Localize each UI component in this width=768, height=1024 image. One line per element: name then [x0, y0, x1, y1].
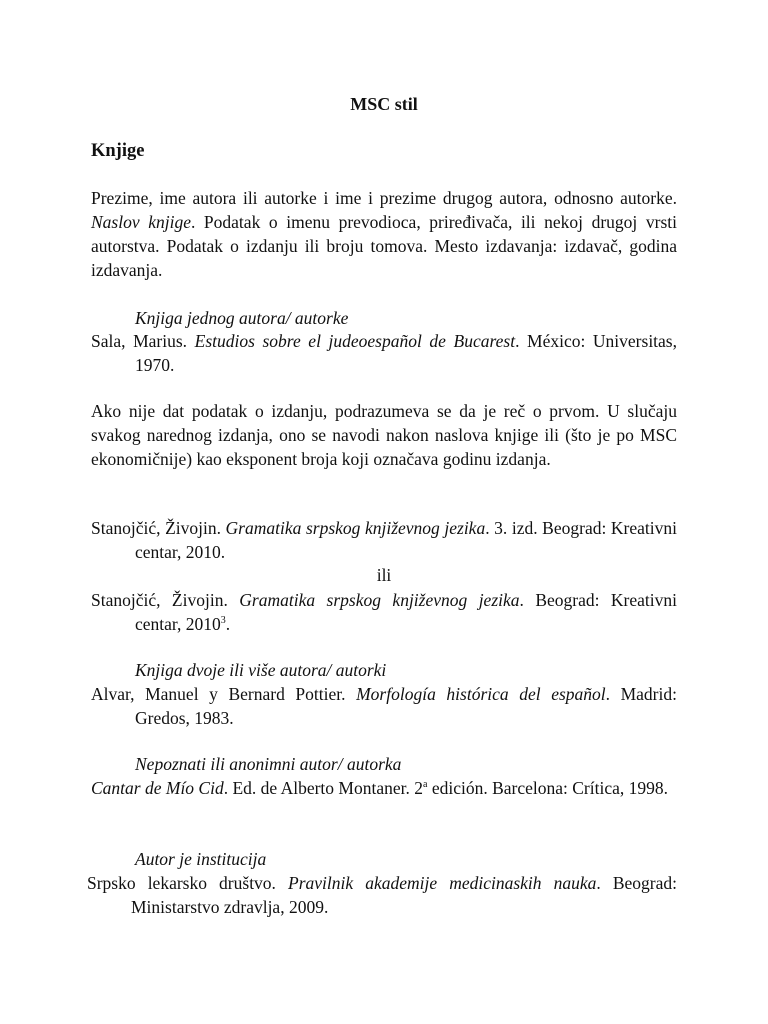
document-title: MSC stil	[350, 94, 418, 114]
edition-note-paragraph: Ako nije dat podatak o izdanju, podrazumeva se da je reč o prvom. U slučaju svakog narednog izdanja, ono se navodi nakon naslova knjige ili (što je po MSC ekonomičnije) kao eksponent broja koji označava godinu izdanja.	[91, 401, 677, 469]
reference-entry-4	[91, 682, 677, 730]
reference-entry-3	[91, 588, 677, 636]
reference-end: .	[225, 614, 231, 634]
reference-publication: . Ed. de Alberto Montaner. 2	[223, 778, 423, 798]
subheading-multiple-authors: Knjiga dvoje ili više autora/ autorki	[135, 660, 387, 680]
reference-publication: . Beograd: Ministarstvo zdravlja, 2009.	[131, 873, 677, 917]
intro-text-c: . Podatak o imenu prevodioca, priređivača, ili nekoj drugoj vrsti autorstva. Podatak o izdanju ili broju tomova. Mesto izdavanja: izdavač, godina izdavanja.	[91, 212, 677, 280]
reference-publication: . México: Universitas, 1970.	[135, 331, 677, 375]
reference-title: Estudios sobre el judeoespañol de Bucarest	[194, 331, 516, 351]
reference-title: Gramatika srpskog književnog jezika	[225, 518, 486, 538]
reference-author: Sala, Marius.	[91, 331, 195, 351]
reference-title: Gramatika srpskog književnog jezika	[239, 590, 520, 610]
reference-entry-1	[91, 329, 677, 377]
reference-title: Pravilnik akademije medicinaskih nauka	[288, 873, 597, 893]
reference-author: Stanojčić, Živojin.	[91, 590, 240, 610]
reference-author: Srpsko lekarsko društvo.	[87, 873, 289, 893]
alternative-separator: ili	[376, 565, 392, 585]
reference-publication: . Beograd: Kreativni centar, 2010	[135, 590, 678, 634]
section-heading: Knjige	[91, 141, 145, 161]
reference-title: Cantar de Mío Cid	[91, 778, 224, 798]
reference-entry-5	[91, 776, 677, 800]
reference-author: Alvar, Manuel y Bernard Pottier.	[91, 684, 357, 704]
edition-superscript: a	[423, 779, 428, 791]
reference-entry-6	[87, 871, 677, 919]
edition-superscript: 3	[220, 615, 226, 627]
reference-author: Stanojčić, Živojin.	[91, 518, 226, 538]
reference-end: edición. Barcelona: Crítica, 1998.	[427, 778, 669, 798]
intro-text-b: Naslov knjige	[91, 212, 191, 232]
reference-publication: . Madrid: Gredos, 1983.	[135, 684, 677, 728]
reference-publication: . 3. izd. Beograd: Kreativni centar, 2010.	[135, 518, 677, 562]
intro-text-a: Prezime, ime autora ili autorke i ime i prezime drugog autora, odnosno autorke.	[91, 188, 677, 208]
subheading-single-author: Knjiga jednog autora/ autorke	[135, 308, 349, 328]
subheading-anonymous-author: Nepoznati ili anonimni autor/ autorka	[135, 754, 402, 774]
intro-paragraph	[91, 186, 677, 282]
subheading-institution-author: Autor je institucija	[135, 849, 267, 869]
reference-title: Morfología histórica del español	[356, 684, 606, 704]
reference-entry-2	[91, 516, 677, 564]
